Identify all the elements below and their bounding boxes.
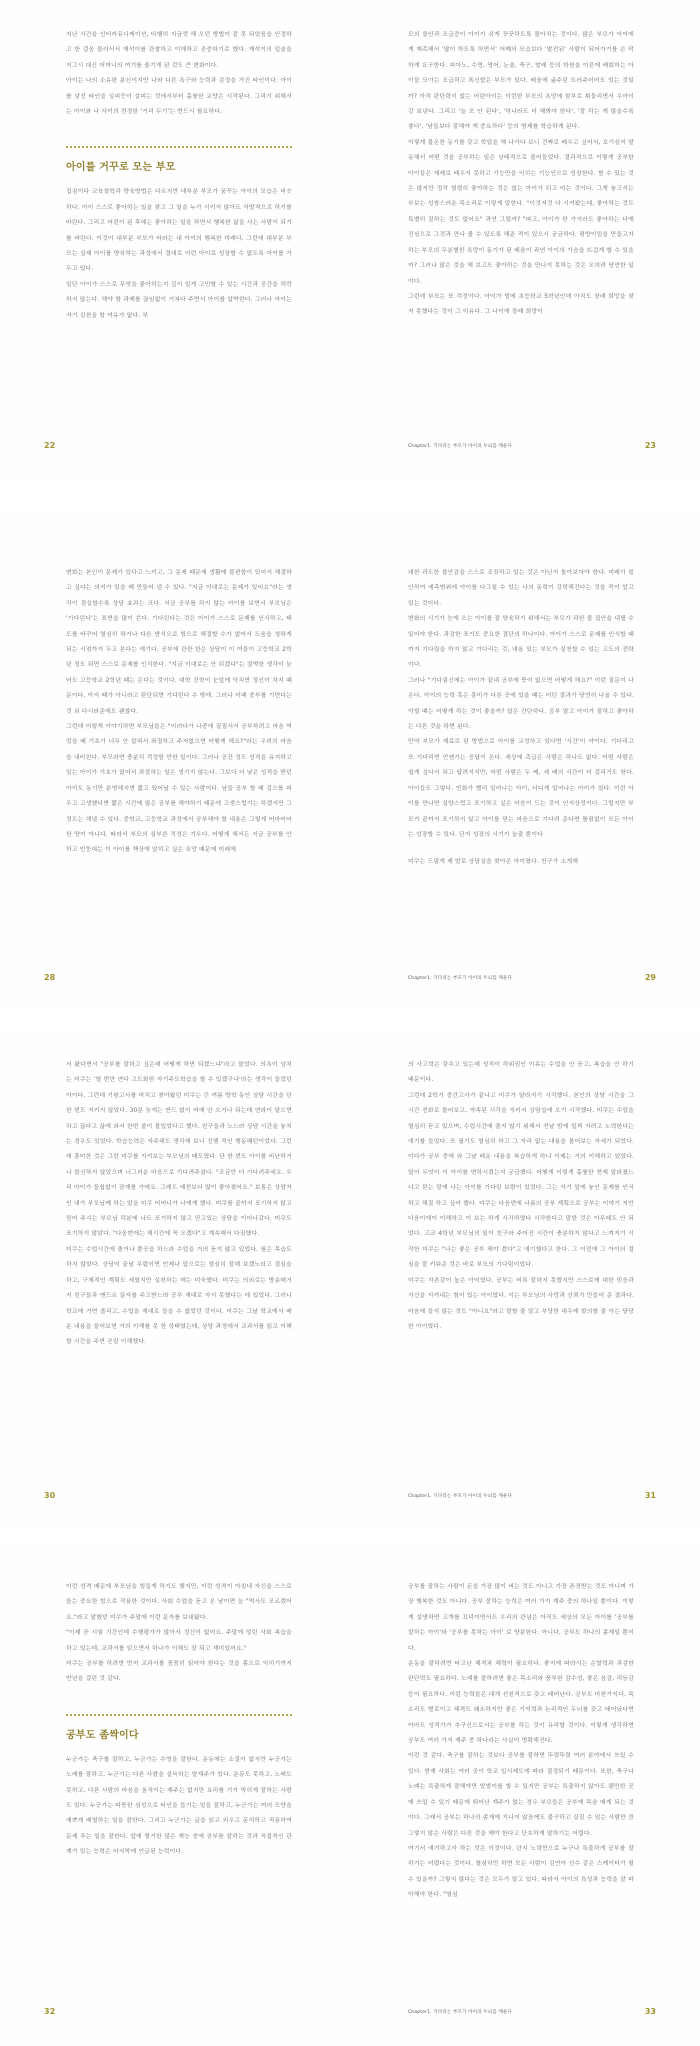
paragraph: 누군가는 축구를 잘하고, 누군가는 수영을 잘한다. 운동에는 소질이 없지만 누군가는 노래를 잘하고, 누군가는 다른 사람을 설득하는 말재주가 있다. 운동도 못하고, 노래도 못하고, 다른 사람의 마음을 움직이는 재주는 없지만 요리를 기가 막히게 잘하는 사람도 있다. 누군가는 따뜻한 심성으로 타인을 돕기는 일을 잘하고, 누군가는 여러 모양을 예쁘게 배열하는 일을 잘한다. 그리고 누군가는 글을 읽고 외우고 문석하고 적용하여 문제 푸는 일을 잘한다. 앞에 열거한 많은 재능 중에 공부를 잘하는 것과 직접적인 관계가 있는 능력은 마지막에 언급된 능력이다. [66, 1756, 292, 1856]
page-22-body [66, 28, 292, 324]
running-head: Chapter1. 기다리는 부모가 아이의 두뇌를 깨운다 [408, 1494, 513, 1499]
paragraph: 미쿠는 공부를 하려면 먼저 교과서를 꼼꼼히 읽어야 한다는 것을 몸으로 익히기까지 반년을 걸린 것 같다. [66, 1661, 292, 1683]
page-number: 22 [44, 441, 56, 450]
paragraph: 여기서 얘기하고자 하는 것은 이것이다. 단지 노력만으로 누구나 특출하게 공부를 잘하기는 어렵다는 것이다. 열심히만 하면 모든 사람이 김연아 선수 같은 스케이터가 될 수 있을까? 그렇지 않다는 것은 모두가 알고 있다. 따라서 아이의 특성과 능력을 잘 파악해야 한다. "열심 [408, 1845, 634, 1899]
paragraph: 대한 과도한 불안감을 스스로 조장하고 있는 것은 아닌지 돌아보아야 한다. 미래가 불안하여 예측범위에 아이를 다그칠 수 있는 나의 동력이 강력해진다는 것을 꼭이 알고 있는 것이다. [408, 570, 634, 607]
paragraph: 서 왔다면서 "공부를 잘하고 싶은데 어떻게 하면 되겠느냐"라고 물었다. 의욕이 넘치는 미쿠는 '열 번만 연다 고도화한 자기주도학습을 할 수 있겠구나'라는 생각이 들었던 아이다. 그런데 기왕고사를 마치고 찾아왔던 미쿠는 긴 여름 방학 동안 상담 시간을 단 한 번도 지키지 않았다. 30분 늦게는 반드 없이 어에 안 오거나 되는데 연라이 달으면 하고 끊다고 끊에 와서 한번 줄이 불입었다고 했다. 친구들과 노느라 상담 시간을 놓치는 경우도 있었다. 학습능력은 자주해도 생각해 보니 진행 적인 행동패턴이었다. 그런데 흥미한 것은 그런 미쿠를 지켜보는 부모님의 태도였다. 단 한 번도 아이를 비난하거나 불신하지 않았으며 너그러운 마음으로 기다려주셨다. "조금만 더 기다려주세요. 우리 아이가 들쉽없이 잠재를 가에요. 그래도 예전보다 많이 좋아졌어요." 보통은 상담자인 내가 부모님께 하는 말을 미쿠 어머니가 나에게 했다. 미쿠를 끝까지 포기하지 않고 믿어 주시는 부모님 덕분에 나도 포기하지 않고 믿고있는 상담을 이어나갔다. 미쿠도 포기하지 않았다. "다음번에는 해시간에 꼭 오겠다"고 계속해서 다짐했다. [66, 1062, 292, 1238]
paragraph: 일단 아이가 스스로 무엇을 좋아하는지 깊이 있게 고민할 수 있는 시간과 공간을 허락하지 않는다. 해야 할 과제를 끊임없이 거쳐다 주면서 아이를 압박한다. 그러나 아이는 자기 실천을 할 여유가 없다. 부 [66, 281, 292, 319]
running-head: Chapter1. 기다리는 부모가 아이의 두뇌를 깨운다 [408, 2010, 513, 2015]
page-28-body [66, 566, 292, 859]
book-spread-pages-28-29 [0, 512, 700, 1012]
paragraph: 이런 성격 때문에 부모님을 힘들게 하기도 했지만, 이런 성격이 아침내 자신을 스스로 돕는 중요한 힘으로 작용한 것이다. 사회 수업을 듣고 온 날이면 늘 "역사도 모르겠어요."라고 말했던 미쿠가 주말에 이런 문자를 보내왔다. [66, 1584, 292, 1621]
paragraph: 그런데 2학기 중간고사가 끝나고 미쿠가 달라지기 시작했다. 본인의 상담 시간을 그 시간 전화로 물어보고, 약속된 시각을 지키서 상담실에 오기 시작했다. 미쿠는 수업을 열심히 듣고 있으며, 수업시간에 졸지 않기 위해서 전날 밤에 일찍 자려고 노력한다는 얘기를 들었다. 또 필기도 열심히 하고 그 자리 없는 내용을 물어보는 자세가 되었다. 이다가 공부 중에 와 그날 배운 내용을 복습하게 하니 이제는 거의 이해하고 있었다. 달이 무엇이 이 아이를 변하시켰는지 궁금했다. 어떻게 이렇게 홀륭한 현재 달라졌느냐고 묻는 말에 나는 아이를 기다린 보람이 있었다. 그는 자기 앞에 놓인 문제를 인식하고 해결 하고 싶어 했다. 미쿠는 다음번에 나름의 공부 계획으로 공부는 이야기 지만 다음이에이 이해하고 이 보는 하게 시각하였다 시각한다고 말한 것은 아무래도 안 되었다. 고교 4학년 부모님의 일이 친구와 주어진 시간이 충분하지 않다고 느껴지기 시작한 미쿠는 "나는 좋은 공부 해야 겠다"고 얘기했다고 한다. 그 이전에 그 아이의 결심을 잘 키워준 것은 바로 부모의 기다림이었다. [408, 1092, 634, 1269]
page-22 [0, 0, 350, 480]
paragraph: 그런데 이렇게 이야기하면 부모님들은 "이러다가 나중에 질질서서 공부하려고 마음 먹었을 때 기초가 너무 안 잡혀서 좌절하고 주저없으면 어떻게 해요?"라는 우려의 마음을 내비친다. 부모라면 충분히 걱정할 만한 일이다. 그러나 공간 정도 성적을 유지하고 있는 아이가 기초가 없어서 좌절하는 일은 생기지 않는다. 그보다 더 낮은 성적을 받던 아이도 동기만 분명해지면 짧고 있어날 수 있는 사람이다. 남들 공부 할 때 걸으를 피우고 고생했다면 짧은 시간에 많은 공부를 해야하기 때문에 고생스럽기는 하겠지만 그 정도는 해낼 수 있다. 중학교, 고등학교 과정에서 공부해야 할 내용은 그렇게 어마어마한 양이 아니다. 따라서 부모의 심부른 걱정은 기우다. 어떻게 해서든 지금 공부를 안 하고 빈둥대는 이 아이를 책상에 앉히고 싶은 욕망 때문에 미래에 [66, 724, 292, 854]
page-number: 23 [644, 441, 656, 450]
page-29-body [408, 566, 634, 871]
page-32 [0, 1546, 350, 2046]
paragraph: 집짐이다 교육철학과 양육방법은 다르지만 대부분 부모가 꿈꾸는 아이의 모습은 비슷하다. 아이 스스로 좋아하는 일을 찾고 그 일을 누가 시키지 않아도 자발적으로 하기를 바란다. 그리고 어린이 된 후에는 좋아하는 일을 하면서 행복한 삶을 사는 사람이 되기를 바란다. 이것이 대부분 부모가 바라는 내 아이의 행복한 미래다. 그런데 대부분 부모는 실제 아이를 양육하는 과정에서 결대로 이런 아이로 성장할 수 없도록 아이를 가두고 있다. [66, 189, 292, 273]
page-31 [350, 1030, 700, 1530]
section-heading: 아이를 거꾸로 모는 부모 [66, 162, 176, 174]
page-23 [350, 0, 700, 480]
paragraph: 변화의 시기가 눈에 오는 아이를 잘 양육하기 위해서는 부모가 과한 불 집안을 내릴 수 있어야 한다. 과감한 포기도 중요한 결단의 하나이다. 아이가 스스로 문제를 인식할 때까지 기다림을 하지 않고 기다리는 것, 내용 있는 부모가 실천할 수 있는 고도의 전략이다. [408, 616, 634, 669]
paragraph: 미쿠는 자존감이 높은 아이였다. 공부는 비록 잘하지 못했지만 스스로에 대한 믿음과 자신을 지켜내는 힘이 있는 아이였다. 이는 부모님의 사랑과 신뢰가 만들어 준 결과다. 마음에 들지 않는 것도 "아니요"라고 말할 줄 알고 부당한 대우에 항의할 줄 아는 당당한 아이였다. [408, 1277, 634, 1330]
book-spread-pages-32-33 [0, 1546, 700, 2046]
paragraph: 아이는 나의 소유한 분신이지만 나와 다른 욕구와 능력과 감정을 가진 타인이다. 아이를 낯선 타인을 실피듯이 살피는 것에서부터 홀륭한 교양은 시작된다. 그리기 위해서는 아이와 나 사이의 전정한 '거리 두기'는 반드시 필요하다. [66, 78, 292, 116]
paragraph: 지난 시간을 인터카뮤니케이션, 다행히 지금껏 해 오던 방법이 잘 못 되었음을 인정하고 한 걸음 물러서서 재석이를 관찰하고 이해하고 존중하기로 했다. 재석이의 입술을 지그시 대신 어머니의 여기를 줄기게 된 것도 큰 변화이다. [66, 32, 292, 69]
page-number: 30 [44, 1491, 56, 1500]
page-number: 31 [644, 1491, 656, 1500]
page-33 [350, 1546, 700, 2046]
book-spread-pages-30-31 [0, 1030, 700, 1530]
page-number: 29 [644, 973, 656, 982]
page-30-body [66, 1058, 292, 1351]
paragraph: 그러나 "기다림신에는 아이가 끝내 공부에 뜻이 없으면 어떻게 해요?" 이런 질문이 나온다. 아이의 능력 혹은 흥미가 다른 곳에 있을 때는 어딘 결과가 당연히 나올 수 있다. 이럴 때는 어떻게 하는 것이 좋을까? 답은 간단하다. 공부 말고 아이가 잘하고 좋아하는 다른 것을 하면 된다. [408, 677, 634, 731]
page-33-body [408, 1580, 634, 1904]
section-divider [66, 1714, 292, 1716]
running-head: Chapter1. 기다리는 부모가 아이의 두뇌를 깨운다 [408, 976, 513, 981]
paragraph: 미쿠는 드림게 제 발로 상담실을 찾아온 아이였다. 친구가 소개해 [408, 859, 579, 866]
section-heading: 공부도 좀싹이다 [66, 1729, 139, 1741]
page-29 [350, 512, 700, 1012]
paragraph: 운동을 잘하려면 타고난 체격과 체력이 필요하다. 좋지에 따라서는 순발력과 과감한 판단력도 필요하다. 노래를 잘하려면 좋은 목소리와 풍부한 감수성, 좋은 음감, 리듬감 등이 필요하다. 이런 능력들은 대개 선천적으로 갖고 태어난다. 공부도 마찬가지다. 목소리도 별로이고 체격도 왜소하지만 좋은 기억력과 논리적인 두뇌를 갖고 태어났다면 아마도 성적가가 추구신으로서는 공부를 하는 것이 유리할 것이다. 이렇게 생각하면 공부도 여러 가지 재주 중 하나라는 사실이 명확해진다. [408, 1661, 634, 1745]
page-number: 33 [644, 2007, 656, 2016]
paragraph: 변화는 본인이 문제가 있다고 느끼고, 그 문제 때문에 생활에 불편함이 있어서 해결하고 싶다는 의지가 있을 때 만들어 낼 수 있다. "지금 이대로는 문제가 있어요"라는 생각이 절실할수록 상담 효과는 크다. 지금 공부를 하지 않는 아이를 보면서 부모님은 '기다린다'는 표현을 많이 쓴다. 기다린다는 것은 아이가 스스로 문제를 인식하고, 태도를 바꾸어 열심히 하거나 다른 방식으로 힘으로 해결할 수가 없어서 도움을 청하게 되는 시점까지 두고 본다는 얘기다. 공부에 관한 한은 상담이 이 여들이 고등학교 2학년 정도 되면 스스로 문제를 인식한다. "지금 이대로는 안 되겠다"는 절박한 생각이 늦어도 고등학교 2학년 때는 든다는 것이다. 대학 진학이 눈앞에 닥치면 정신이 차지 때문이다. 아지 때가 아니라고 판단되면 기다린다 수 밖에. 그러나 이때 중부를 기면다는 것 외 다시라준에도 괜찮다. [66, 570, 292, 715]
section-divider [66, 146, 292, 148]
page-30 [0, 1030, 350, 1530]
page-23-body [408, 28, 634, 321]
book-spread-pages-22-23 [0, 0, 700, 480]
paragraph: 미쿠는 수업시간에 졸거나 뿐곳을 하느라 수업을 거의 듣지 않고 있었다. 필은 목습도 하지 않았다. 상담이 끝날 무렵이면 언제나 앞으로는 열심히 잘해 보겠노라고 결심을 하고, 구체적인 계획도 세웠지만 실천하는 데는 미숙했다. 미쿠는 의외로는 방송매거지 친구들과 맨드르 끌자를 주고받느라 공부 재대로 자지 못했다는 데 있었다. 그러니 학교에 가면 졸리고, 수업을 재대로 들을 수 없었던 것이다. 미쿠는 그날 학교에서 배운 내용을 들어보면 거의 이해를 못 한 상태였는데, 상당 과정에서 교과서를 읽고 이해할 시간을 주면 곧잘 이해했다. [66, 1246, 292, 1346]
paragraph: 그런데 부모는 또 걱정이다. 아이가 밤에 초등학교 5학년인데 아직도 장래 희망을 찾지 못했다는 것이 그 이유다. 그 나이에 장래 희망이 [408, 293, 634, 316]
paragraph: 만약 부모가 재료로 된 방법으로 아이를 교정하고 있다면 '시간'이 약이다. 기다리고 또 기다리면 언젠가는 응답이 온다. 세상에 촉급은 사람은 하나도 없다. 어떤 사람은 쉽게 싶다서 되고 답려지지만, 어떤 사람은 두 배, 세 배의 시간이 더 걸리기도 한다. 아이들도 그렇다. 빈화가 빨리 일어나는 아이, 더디게 일어나는 아이가 있다. 이런 아이를 만나면 실양스럽고 포기하고 싶은 마음이 드는 것이 인지상정이다. 그럴지만 부모가 끝까지 포기하지 않고 아이를 믿는 마음으로 기다려 준다면 틀림없이 모든 아이는 성장할 수 있다. 단지 성장의 시기가 늘출 뿐이다. [408, 739, 634, 838]
paragraph: 이렇게 불온한 동기를 갖고 학업을 해 나가다 보니 진짜로 배우고 싶어서, 호기심이 발동해서 어떤 것을 공부하는 일은 상태적으로 줄어들었다. 결과적으로 이렇게 공부한 아이들은 재제로 배우지 못하고 기능만을 익히는 기능인으로 성장한다. 할 수 있는 것은 많지만 정작 열렬히 좋아하는 것은 없는 아이가 되고 마는 것이다. 그게 놓고서는 부보는 성쌍스러운 목소리로 이렇게 말한다. "이것저것 다 시켜봤는데, 좋아하는 것도 특별히 잘하는 것도 없어요" 과연 그럴까? "따고, 아이가 한 가지라도 좋아하는 다에 진심으로 그것과 만나 볼 수 있도록 해준 적이 있으시 궁금하다. 평방이밀을 만들고자 하는 부모의 무분별한 욕망이 동기가 된 배움이 과연 아이의 가슴을 뜨겁게 할 수 있을까? 그러나 많은 것을 해 보고도 좋아하는 것을 만나지 못하는 것은 오히려 당연한 일이다. [408, 139, 634, 285]
paragraph: 모의 불안과 조급증이 아이가 쉬게 꿋꿋하도록 몰아치는 것이다. 많은 부모가 아이에게 재촉해서 '많이 하도록 하면서' 어째의 모습보다 '발전된' 사람이 되어가기를 손 막하게 요구한다. 피아노, 수영, 영어, 논술, 축구, 발레 등의 학원을 이른에 배회하는 아이들 모아는 조급하고 폭신합은 부모가 있다. 배움에 굶주린 트러주어어도 있는 것일까? 아직 판단력이 없는 어린아이는 이런한 부모의 욕망에 함부로 휘둘리면서 우아이강 보낸다. 그리고 '늘 모 안 된다', '하나라도 더 해봐야 한다', '잘 하는 게 많을수록 좋다', '남들보다 잘해야 게 중요하다' 등의 명제를 학습하게 된다. [408, 32, 634, 131]
page-28 [0, 512, 350, 1012]
page-number: 28 [44, 973, 56, 982]
paragraph: 공부를 잘하는 사람이 돈을 가장 많이 버는 것도 아니고 가장 존경받는 것도 아니며 가장 행복한 것도 아니다. 공부 잘하는 능력은 여러 가지 재주 중의 하나일 뿐이다. 이렇게 설명하면 고개를 끄덕이면서도 우리의 관념은 아직도 세상의 모든 아이를 '공부를 잘하는 아이'와 '공부를 못하는 아이' 로 양분한다. 아니다, 공부도 하나의 좀재일 뿐이다. [408, 1584, 634, 1652]
running-head: Chapter1. 기다리는 부모가 아이의 두뇌를 깨운다 [408, 444, 513, 449]
page-number: 32 [44, 2007, 56, 2016]
page-32-body [66, 1580, 292, 1861]
paragraph: 이런 것 같다. 축구를 잘하는 것보다 공부를 잘하면 뚜렷뚜렷 여러 분야에서 쓰일 수 있다. 현재 사회는 여러 곳이 학교 입시제도에 따라 결정되기 때문이다. 또한, 축구나 노래는 특출하게 잘해야만 밥벌이를 할 수 있지만 공부는 특출하지 않아도 웬만한 곳에 쓰일 수 있기 때문에 뛰어난 재주가 없는 경우 부모들은 공부에 목숨 매게 되는 것이다. 그래서 공부는 하나의 좀재에 지나지 않음에도 불구하고 실질 수 있는 사람만 큼 그렇지 않은 사람은 다른 것을 해야 한다고 단호하게 말하기는 어렵다. [408, 1753, 634, 1837]
page-31-body [408, 1058, 634, 1335]
paragraph: "이제 곧 시험 기간인데 수행평가가 많아서 정신이 없어요. 주말에 밀린 사회 복습을 하고 있는데, 교과서를 읽으면서 하나가 이해도 잘 되고 재미있어요." [66, 1630, 292, 1652]
paragraph: 의 사고력은 갖추고 있는데 성적이 하위권인 이유는 수업을 안 듣고, 복습을 안 하기 때문이다. [408, 1062, 634, 1084]
